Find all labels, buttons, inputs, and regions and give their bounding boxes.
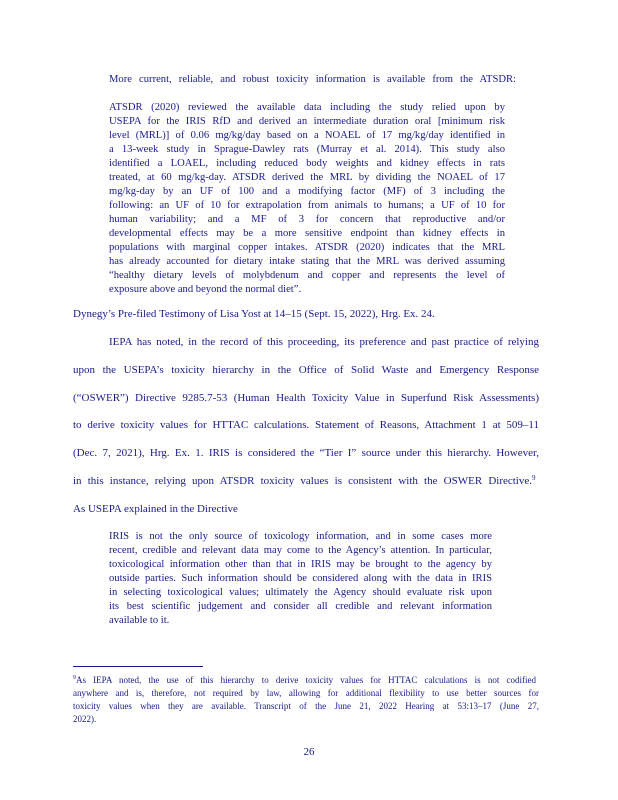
body-line: in this instance, relying upon ATSDR toxicity values is consistent with the OSWER Directive. (73, 475, 532, 487)
quote-line: in selecting toxicological values; ultimately the Agency should evaluate risk upon (109, 587, 492, 598)
footnote-reference[interactable]: 9 (532, 474, 536, 482)
page-number: 26 (303, 746, 315, 758)
quote-line: USEPA for the IRIS RfD and derived an intermediate duration oral [minimum risk (109, 116, 505, 127)
quote-line: IRIS is not the only source of toxicology information, and in some cases more (109, 531, 492, 542)
quote-line: treated, at 60 mg/kg-day. ATSDR derived the MRL by dividing the NOAEL of 17 (109, 172, 505, 183)
footnote-separator (73, 666, 203, 667)
quote-line: available to it. (109, 615, 170, 626)
quote-line: toxicological information other than that in IRIS may be brought to the agency by (109, 559, 492, 570)
quote-line: identified a LOAEL, including reduced body weights and kidney effects in rats (109, 158, 505, 169)
quote-line: developmental effects may be a more sensitive endpoint than kidney effects in (109, 228, 505, 239)
footnote-number: 9 (73, 675, 76, 681)
body-line: upon the USEPA’s toxicity hierarchy in the Office of Solid Waste and Emergency Response (73, 364, 539, 376)
body-line: to derive toxicity values for HTTAC calculations. Statement of Reasons, Attachment 1 at 509–11 (73, 419, 539, 431)
footnote-line-first (73, 675, 539, 686)
footnote-line: 2022). (73, 714, 97, 724)
citation-line: Dynegy’s Pre-filed Testimony of Lisa Yost at 14–15 (Sept. 15, 2022), Hrg. Ex. 24. (73, 308, 435, 320)
body-line: As USEPA explained in the Directive (73, 503, 238, 515)
footnote-line: anywhere and is, therefore, not required by law, allowing for additional flexibility to use better sources for (73, 688, 539, 698)
quote-line: following: an UF of 10 for extrapolation from animals to humans; a UF of 10 for (109, 200, 505, 211)
footnote-line: As IEPA noted, the use of this hierarchy to derive toxicity values for HTTAC calculations is not codified (76, 675, 536, 685)
quote-line: outside parties. Such information should be considered along with the data in IRIS (109, 573, 492, 584)
intro-paragraph: More current, reliable, and robust toxicity information is available from the ATSDR: (109, 74, 516, 85)
quote-line: ATSDR (2020) reviewed the available data including the study relied upon by (109, 102, 505, 113)
quote-line: exposure above and beyond the normal diet”. (109, 284, 302, 295)
quote-line: a 13-week study in Sprague-Dawley rats (Murray et al. 2014). This study also (109, 144, 505, 155)
quote-line: recent, credible and relevant data may come to the Agency’s attention. In particular, (109, 545, 492, 556)
quote-line: human variability; and a MF of 3 for concern that reproductive and/or (109, 214, 505, 225)
body-line: (“OSWER”) Directive 9285.7-53 (Human Health Toxicity Value in Superfund Risk Assessments) (73, 392, 539, 404)
quote-line: its best scientific judgement and consider all credible and relevant information (109, 601, 492, 612)
quote-line: “healthy dietary levels of molybdenum and copper and represents the level of (109, 270, 505, 281)
quote-line: has already accounted for dietary intake stating that the MRL was derived assuming (109, 256, 505, 267)
body-line: IEPA has noted, in the record of this proceeding, its preference and past practice of relying (109, 336, 539, 348)
body-line: (Dec. 7, 2021), Hrg. Ex. 1. IRIS is considered the “Tier I” source under this hierarchy. However, (73, 447, 539, 459)
footnote-line: toxicity values when they are available. Transcript of the June 21, 2022 Hearing at 53:13–17 (June 27, (73, 701, 539, 711)
body-line-with-footnote (73, 475, 539, 488)
quote-line: mg/kg-day by an UF of 100 and a modifying factor (MF) of 3 including the (109, 186, 505, 197)
quote-line: populations with marginal copper intakes. ATSDR (2020) indicates that the MRL (109, 242, 505, 253)
quote-line: level (MRL)] of 0.06 mg/kg/day based on a NOAEL of 17 mg/kg/day identified in (109, 130, 505, 141)
